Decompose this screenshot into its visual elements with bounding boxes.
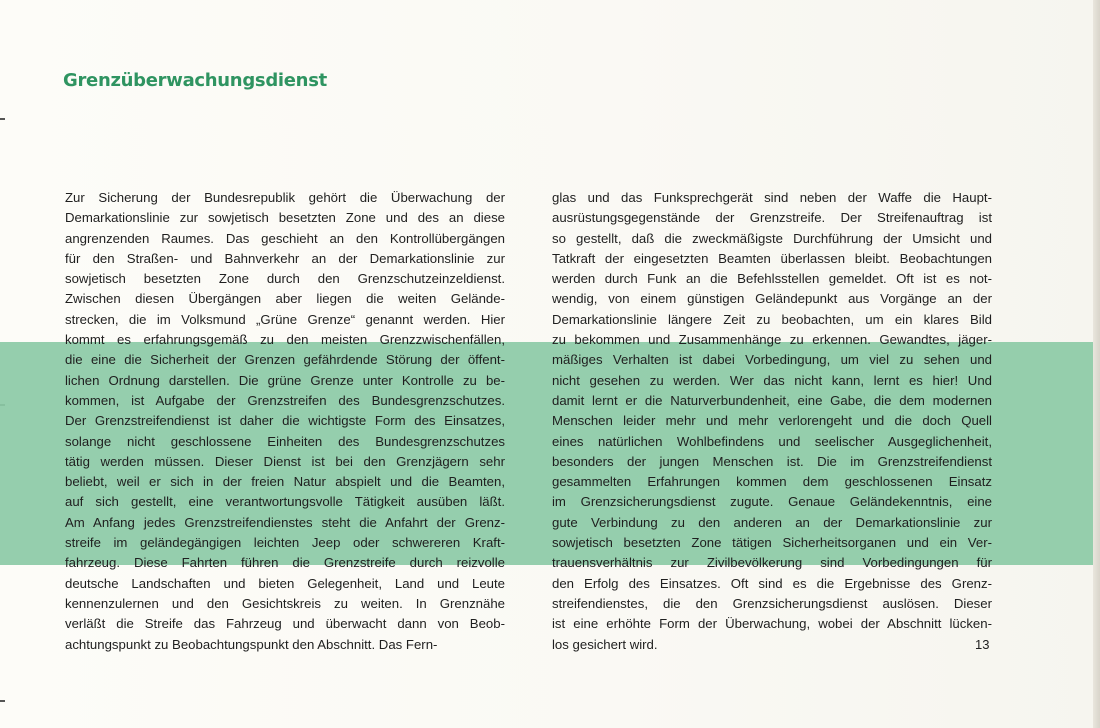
text-line: fahrzeug. Diese Fahrten führen die Grenzstreife durch reizvolle bbox=[65, 555, 505, 571]
text-line: Der Grenzstreifendienst ist daher die wichtigste Form des Einsatzes, bbox=[65, 413, 505, 429]
text-line: kommen, ist Aufgabe der Grenzstreifen des Bundesgrenzschutzes. bbox=[65, 392, 505, 408]
text-line: Menschen leider mehr und mehr verlorengeht und die doch Quell bbox=[552, 413, 992, 429]
text-line: glas und das Funksprechgerät sind neben der Waffe die Haupt- bbox=[552, 190, 992, 205]
text-line: ausrüstungsgegenstände der Grenzstreife. Der Streifenauftrag ist bbox=[552, 210, 992, 226]
text-line: nicht gesehen zu werden. Wer das nicht kann, lernt es hier! Und bbox=[552, 372, 992, 388]
text-line: so gestellt, daß die zweckmäßigste Durchführung der Umsicht und bbox=[552, 230, 992, 246]
text-column-right bbox=[552, 188, 992, 655]
text-line: eines natürlichen Wohlbefindens und seelischer Ausgeglichenheit, bbox=[552, 433, 992, 449]
text-line: ist eine erhöhte Form der Überwachung, wobei der Abschnitt lücken- bbox=[552, 616, 992, 632]
text-line: Zur Sicherung der Bundesrepublik gehört die Überwachung der bbox=[65, 190, 505, 205]
text-line: streife im geländegängigen leichten Jeep oder schwereren Kraft- bbox=[65, 535, 505, 551]
text-line: los gesichert wird. bbox=[552, 636, 658, 652]
text-line: zu bekommen und Zusammenhänge zu erkennen. Gewandtes, jäger- bbox=[552, 332, 992, 348]
page-edge bbox=[1093, 0, 1100, 728]
text-line: solange nicht geschlossene Einheiten des Bundesgrenzschutzes bbox=[65, 433, 505, 449]
text-line: deutsche Landschaften und bieten Gelegenheit, Land und Leute bbox=[65, 575, 505, 591]
text-line: lichen Ordnung darstellen. Die grüne Grenze unter Kontrolle zu be- bbox=[65, 372, 505, 388]
text-line: im Grenzsicherungsdienst zugute. Genaue Geländekenntnis, eine bbox=[552, 494, 992, 510]
text-line: Tatkraft der eingesetzten Beamten überlassen bleibt. Beobachtungen bbox=[552, 250, 992, 266]
text-line: den Erfolg des Einsatzes. Oft sind es die Ergebnisse des Grenz- bbox=[552, 575, 992, 591]
text-line: sowjetisch besetzten Zone tätigen Sicherheitsorganen und ein Ver- bbox=[552, 535, 992, 551]
text-line: gute Verbindung zu den anderen an der Demarkationslinie zur bbox=[552, 514, 992, 530]
text-line: Am Anfang jedes Grenzstreifendienstes steht die Anfahrt der Grenz- bbox=[65, 514, 505, 530]
text-line: Demarkationslinie längere Zeit zu beobachten, um ein klares Bild bbox=[552, 311, 992, 327]
text-line: strecken, die im Volksmund „Grüne Grenze“ genannt werden. Hier bbox=[65, 311, 505, 327]
text-line: angrenzenden Raumes. Das geschieht an den Kontrollübergängen bbox=[65, 230, 505, 246]
text-line: verläßt die Streife das Fahrzeug und überwacht dann von Beob- bbox=[65, 616, 505, 632]
binding-mark bbox=[0, 118, 5, 120]
text-line: damit lernt er die Naturverbundenheit, eine Gabe, die dem modernen bbox=[552, 392, 992, 408]
text-line: mäßiges Verhalten ist dabei Vorbedingung, um viel zu sehen und bbox=[552, 352, 992, 368]
text-line: Zwischen diesen Übergängen aber liegen die weiten Gelände- bbox=[65, 291, 505, 307]
text-line: kommt es erfahrungsgemäß zu den meisten Grenzzwischenfällen, bbox=[65, 332, 505, 348]
page-number: 13 bbox=[975, 637, 990, 652]
text-line: sowjetisch besetzten Zone durch den Grenzschutzeinzeldienst. bbox=[65, 271, 505, 287]
text-line: achtungspunkt zu Beobachtungspunkt den Abschnitt. Das Fern- bbox=[65, 636, 438, 652]
text-line: wendig, von einem günstigen Geländepunkt aus Vorgänge an der bbox=[552, 291, 992, 307]
text-line: streifendienstes, die den Grenzsicherungsdienst auslösen. Dieser bbox=[552, 595, 992, 611]
section-title: Grenzüberwachungsdienst bbox=[63, 70, 327, 91]
text-line: besonders der jungen Menschen ist. Die im Grenzstreifendienst bbox=[552, 453, 992, 469]
text-line: auf sich gestellt, eine verantwortungsvolle Tätigkeit ausüben läßt. bbox=[65, 494, 505, 510]
text-line: trauensverhältnis zur Zivilbevölkerung sind Vorbedingungen für bbox=[552, 555, 992, 571]
text-column-left bbox=[65, 188, 505, 655]
text-line: Demarkationslinie zur sowjetisch besetzten Zone und des an diese bbox=[65, 210, 505, 226]
text-line: für den Straßen- und Bahnverkehr an der Demarkationslinie zur bbox=[65, 250, 505, 266]
text-line: beliebt, weil er sich in der freien Natur abspielt und die Beamten, bbox=[65, 474, 505, 490]
binding-mark bbox=[0, 700, 5, 702]
text-line: tätig werden müssen. Dieser Dienst ist bei den Grenzjägern sehr bbox=[65, 453, 505, 469]
text-line: kennenzulernen und den Gesichtskreis zu weiten. In Grenznähe bbox=[65, 595, 505, 611]
text-line: die eine die Sicherheit der Grenzen gefährdende Störung der öffent- bbox=[65, 352, 505, 368]
text-line: gesammelten Erfahrungen kommen dem geschlossenen Einsatz bbox=[552, 474, 992, 490]
text-line: werden durch Funk an die Befehlsstellen gemeldet. Oft ist es not- bbox=[552, 271, 992, 287]
